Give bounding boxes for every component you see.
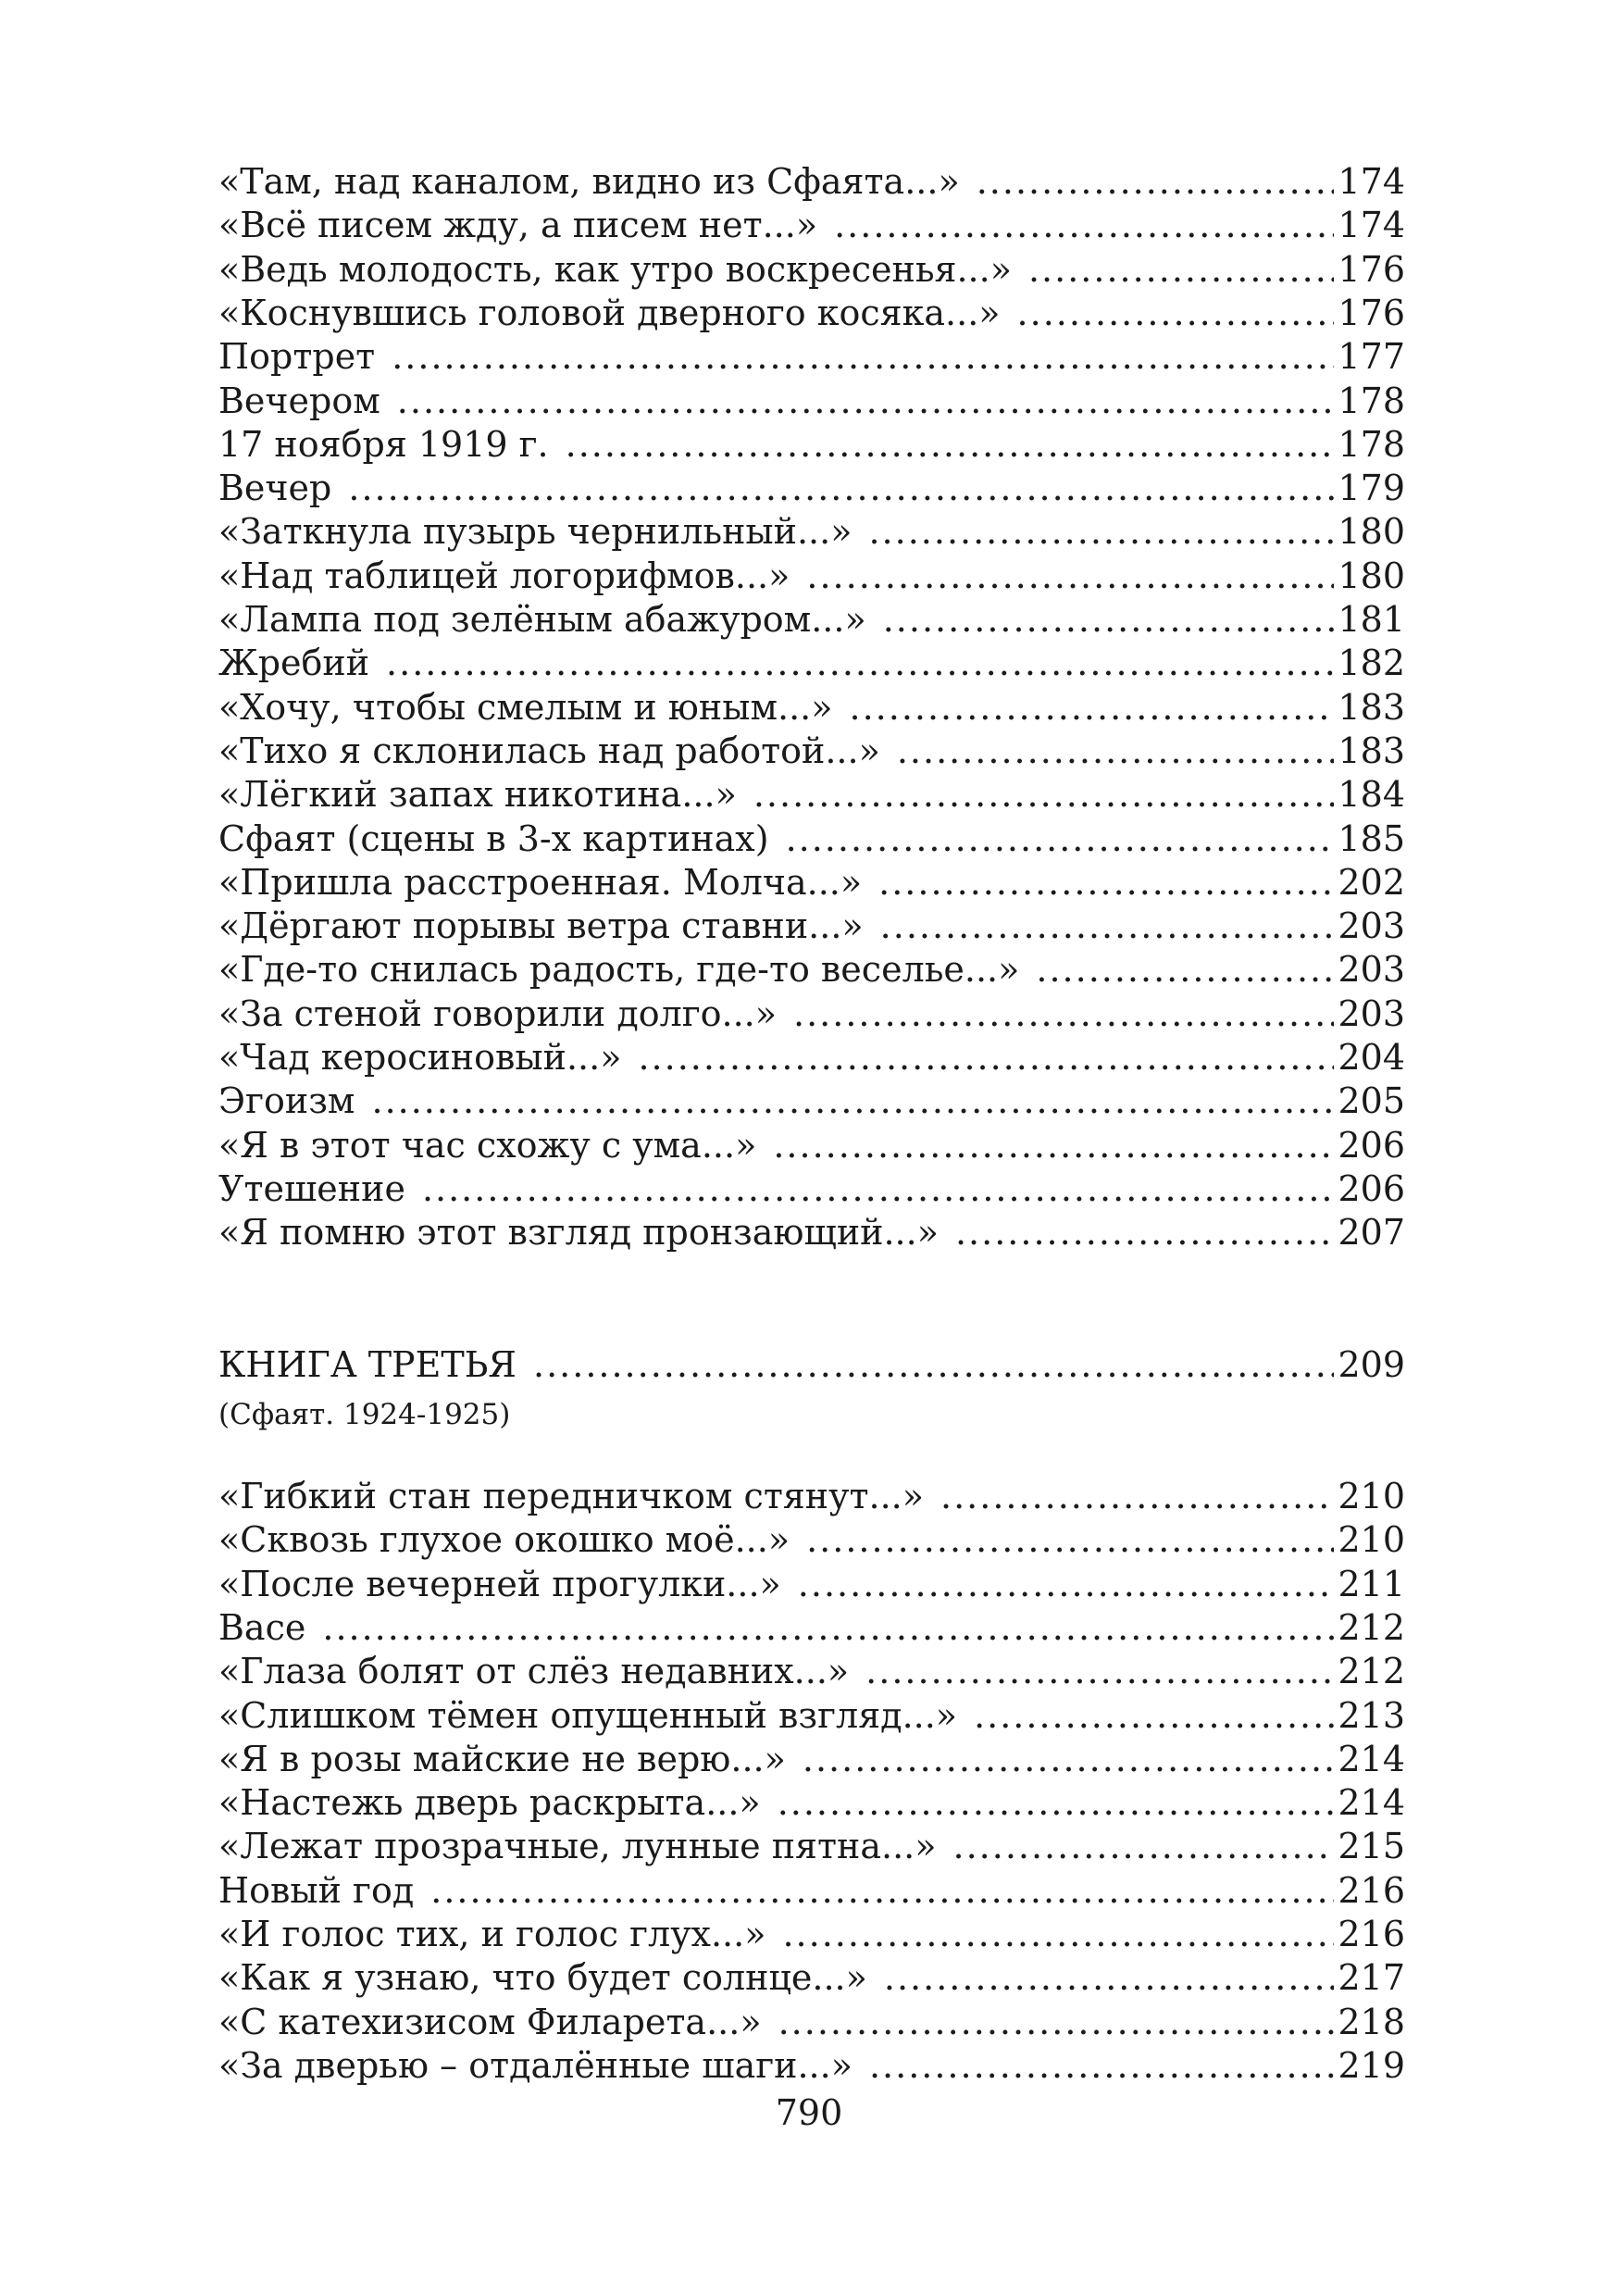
toc-entry-page-number: 213 xyxy=(1338,1694,1405,1736)
toc-entry[interactable] xyxy=(218,1912,1405,1956)
toc-entry-title: «Я помню этот взгляд пронзающий...» xyxy=(218,1212,939,1254)
toc-entry[interactable] xyxy=(218,1737,1405,1781)
toc-entry[interactable] xyxy=(218,203,1405,247)
toc-entry-page-number: 203 xyxy=(1338,905,1405,947)
toc-entry-page-number: 182 xyxy=(1338,643,1405,684)
dot-leader xyxy=(953,1824,1335,1868)
toc-entry[interactable] xyxy=(218,947,1405,992)
dot-leader xyxy=(392,334,1334,379)
toc-entry-title: Вечером xyxy=(218,380,380,421)
toc-entry[interactable] xyxy=(218,729,1405,773)
toc-entry[interactable] xyxy=(218,159,1405,204)
dot-leader xyxy=(322,1605,1334,1650)
toc-entry-page-number: 183 xyxy=(1338,730,1405,771)
toc-entry-title: «И голос тих, и голос глух...» xyxy=(218,1914,766,1954)
toc-entry-title: 17 ноября 1919 г. xyxy=(218,423,549,465)
toc-entry-title: «За дверью – отдалённые шаги...» xyxy=(218,2044,853,2086)
dot-leader xyxy=(786,817,1335,861)
book3-heading-row[interactable] xyxy=(218,1342,1405,1387)
dot-leader xyxy=(880,904,1335,948)
toc-entry-page-number: 204 xyxy=(1338,1037,1405,1078)
toc-entry-title: «Хочу, чтобы смелым и юным...» xyxy=(218,686,833,728)
toc-entry-page-number: 183 xyxy=(1338,686,1405,728)
dot-leader xyxy=(348,466,1334,510)
toc-entry-page-number: 178 xyxy=(1338,423,1405,465)
toc-entry[interactable] xyxy=(218,641,1405,685)
toc-entry[interactable] xyxy=(218,1562,1405,1606)
dot-leader xyxy=(940,1474,1334,1518)
toc-entry[interactable] xyxy=(218,1693,1405,1738)
toc-entry[interactable] xyxy=(218,334,1405,379)
toc-entry[interactable] xyxy=(218,2000,1405,2044)
toc-entry[interactable] xyxy=(218,1517,1405,1562)
toc-entry[interactable] xyxy=(218,992,1405,1036)
toc-entry[interactable] xyxy=(218,1123,1405,1167)
toc-entry-title: «Слишком тёмен опущенный взгляд...» xyxy=(218,1694,958,1736)
dot-leader xyxy=(782,1912,1334,1956)
toc-entry-title: Портрет xyxy=(218,336,376,378)
dot-leader xyxy=(883,597,1335,642)
toc-entry[interactable] xyxy=(218,247,1405,292)
toc-entry[interactable] xyxy=(218,860,1405,905)
dot-leader xyxy=(868,509,1334,554)
dot-leader xyxy=(806,1517,1334,1562)
toc-entry-page-number: 206 xyxy=(1338,1167,1405,1209)
dot-leader xyxy=(793,992,1334,1036)
toc-entry-page-number: 218 xyxy=(1338,2001,1405,2042)
page-number-footer: 790 xyxy=(775,2092,843,2133)
toc-entry-title: Васе xyxy=(218,1606,306,1648)
toc-entry-title: «Там, над каналом, видно из Сфаята...» xyxy=(218,161,960,202)
dot-leader xyxy=(371,1079,1334,1123)
toc-entry-title: «Заткнула пузырь чернильный...» xyxy=(218,511,853,553)
toc-entry[interactable] xyxy=(218,685,1405,730)
toc-entry-page-number: 176 xyxy=(1338,248,1405,290)
toc-entry[interactable] xyxy=(218,1210,1405,1254)
toc-entry[interactable] xyxy=(218,1649,1405,1693)
toc-entry-page-number: 184 xyxy=(1338,774,1405,816)
toc-entry-title: Сфаят (сцены в 3-х картинах) xyxy=(218,817,769,859)
toc-entry-title: Утешение xyxy=(218,1167,405,1209)
toc-entry-page-number: 181 xyxy=(1338,599,1405,640)
toc-entry-title: Эгоизм xyxy=(218,1080,355,1122)
dot-leader xyxy=(778,2000,1335,2044)
dot-leader xyxy=(974,1693,1334,1738)
toc-entry-page-number: 212 xyxy=(1338,1606,1405,1648)
toc-entry-title: «Лёгкий запах никотина...» xyxy=(218,774,737,816)
toc-entry[interactable] xyxy=(218,1474,1405,1518)
dot-leader xyxy=(566,422,1335,467)
book3-subtitle: (Сфаят. 1924-1925) xyxy=(218,1398,511,1431)
toc-entry-title: «Коснувшись головой дверного косяка...» xyxy=(218,292,1001,333)
dot-leader xyxy=(878,860,1334,905)
dot-leader xyxy=(533,1342,1334,1387)
dot-leader xyxy=(430,1868,1334,1913)
toc-entry-title: «Тихо я склонилась над работой...» xyxy=(218,730,880,771)
toc-entry-page-number: 178 xyxy=(1338,380,1405,421)
toc-entry-page-number: 206 xyxy=(1338,1124,1405,1166)
dot-leader xyxy=(798,1562,1335,1606)
dot-leader xyxy=(884,1955,1335,2000)
dot-leader xyxy=(773,1123,1334,1167)
toc-entry-title: «Сквозь глухое окошко моё...» xyxy=(218,1519,790,1561)
toc-entry[interactable] xyxy=(218,904,1405,948)
dot-leader xyxy=(1036,947,1334,992)
toc-entry-title: «Глаза болят от слёз недавних...» xyxy=(218,1651,850,1692)
toc-entry[interactable] xyxy=(218,2043,1405,2088)
toc-entry[interactable] xyxy=(218,1605,1405,1650)
toc-entry-page-number: 211 xyxy=(1338,1563,1405,1604)
book3-page-number: 209 xyxy=(1338,1344,1405,1385)
dot-leader xyxy=(865,1649,1334,1693)
toc-entry-page-number: 174 xyxy=(1338,205,1405,246)
toc-entry-title: «Ведь молодость, как утро воскресенья...» xyxy=(218,248,1012,290)
toc-entry-page-number: 215 xyxy=(1338,1826,1405,1867)
toc-entry-page-number: 217 xyxy=(1338,1957,1405,1999)
toc-entry[interactable] xyxy=(218,817,1405,861)
toc-entry[interactable] xyxy=(218,1079,1405,1123)
toc-entry-page-number: 205 xyxy=(1338,1080,1405,1122)
toc-entry-page-number: 214 xyxy=(1338,1738,1405,1779)
toc-entry[interactable] xyxy=(218,466,1405,510)
toc-entry-title: Жребий xyxy=(218,643,370,684)
toc-entry-page-number: 203 xyxy=(1338,949,1405,991)
toc-entry-page-number: 210 xyxy=(1338,1476,1405,1516)
dot-leader xyxy=(753,772,1335,817)
toc-entry-title: «Лежат прозрачные, лунные пятна...» xyxy=(218,1826,937,1867)
toc-entry-page-number: 176 xyxy=(1338,292,1405,333)
toc-entry-page-number: 214 xyxy=(1338,1782,1405,1824)
toc-entry[interactable] xyxy=(218,1868,1405,1913)
toc-entry-title: «За стеной говорили долго...» xyxy=(218,992,778,1034)
toc-entry-title: «С катехизисом Филарета...» xyxy=(218,2001,762,2042)
toc-entry-page-number: 203 xyxy=(1338,992,1405,1034)
toc-entry-page-number: 177 xyxy=(1338,336,1405,378)
toc-entry-page-number: 207 xyxy=(1338,1212,1405,1254)
toc-entry-page-number: 212 xyxy=(1338,1651,1405,1692)
dot-leader xyxy=(955,1210,1335,1254)
dot-leader xyxy=(778,1780,1335,1825)
toc-entry-title: Новый год xyxy=(218,1869,415,1911)
toc-entry[interactable] xyxy=(218,1780,1405,1825)
toc-entry[interactable] xyxy=(218,554,1405,598)
toc-entry-page-number: 185 xyxy=(1338,817,1405,859)
dot-leader xyxy=(397,379,1335,423)
dot-leader xyxy=(977,159,1335,204)
toc-entry-page-number: 216 xyxy=(1338,1869,1405,1911)
toc-entry-title: «Над таблицей логорифмов...» xyxy=(218,555,790,596)
toc-entry[interactable] xyxy=(218,772,1405,817)
dot-leader xyxy=(806,554,1334,598)
toc-entry[interactable] xyxy=(218,1824,1405,1868)
toc-entry-title: «После вечерней прогулки...» xyxy=(218,1563,781,1604)
toc-entry-title: «Настежь дверь раскрыта...» xyxy=(218,1782,761,1824)
dot-leader xyxy=(1017,291,1335,335)
toc-entry-page-number: 202 xyxy=(1338,861,1405,903)
toc-entry-page-number: 179 xyxy=(1338,468,1405,509)
toc-entry-title: «Лампа под зелёным абажуром...» xyxy=(218,599,866,640)
toc-entry[interactable] xyxy=(218,291,1405,335)
toc-entry-title: Вечер xyxy=(218,468,332,509)
toc-entry[interactable] xyxy=(218,1955,1405,2000)
toc-entry-title: «Как я узнаю, что будет солнце...» xyxy=(218,1957,867,1999)
toc-entry-page-number: 180 xyxy=(1338,555,1405,596)
toc-entry[interactable] xyxy=(218,1167,1405,1211)
dot-leader xyxy=(834,203,1334,247)
toc-entry-title: «Дёргают порывы ветра ставни...» xyxy=(218,905,864,947)
toc-entry-page-number: 216 xyxy=(1338,1914,1405,1954)
toc-entry[interactable] xyxy=(218,422,1405,467)
dot-leader xyxy=(422,1167,1335,1211)
dot-leader xyxy=(638,1035,1334,1079)
toc-entry-title: «Я в розы майские не верю...» xyxy=(218,1738,786,1779)
toc-entry-title: «Чад керосиновый...» xyxy=(218,1037,622,1078)
toc-entry-page-number: 174 xyxy=(1338,161,1405,202)
dot-leader xyxy=(1028,247,1335,292)
toc-entry-title: «Где-то снилась радость, где-то веселье...» xyxy=(218,949,1020,991)
toc-entry-title: «Всё писем жду, а писем нет...» xyxy=(218,205,818,246)
toc-entry-page-number: 180 xyxy=(1338,511,1405,553)
toc-entry[interactable] xyxy=(218,1035,1405,1079)
toc-entry[interactable] xyxy=(218,509,1405,554)
toc-entry-page-number: 219 xyxy=(1338,2044,1405,2086)
toc-entry[interactable] xyxy=(218,379,1405,423)
dot-leader xyxy=(869,2043,1335,2088)
toc-entry-title: «Гибкий стан передничком стянут...» xyxy=(218,1476,925,1516)
dot-leader xyxy=(803,1737,1335,1781)
dot-leader xyxy=(386,641,1334,685)
toc-entry-page-number: 210 xyxy=(1338,1519,1405,1561)
toc-entry[interactable] xyxy=(218,597,1405,642)
dot-leader xyxy=(850,685,1335,730)
dot-leader xyxy=(897,729,1335,773)
toc-entry-title: «Пришла расстроенная. Молча...» xyxy=(218,861,863,903)
toc-entry-title: «Я в этот час схожу с ума...» xyxy=(218,1124,757,1166)
book3-heading: КНИГА ТРЕТЬЯ xyxy=(218,1344,517,1385)
